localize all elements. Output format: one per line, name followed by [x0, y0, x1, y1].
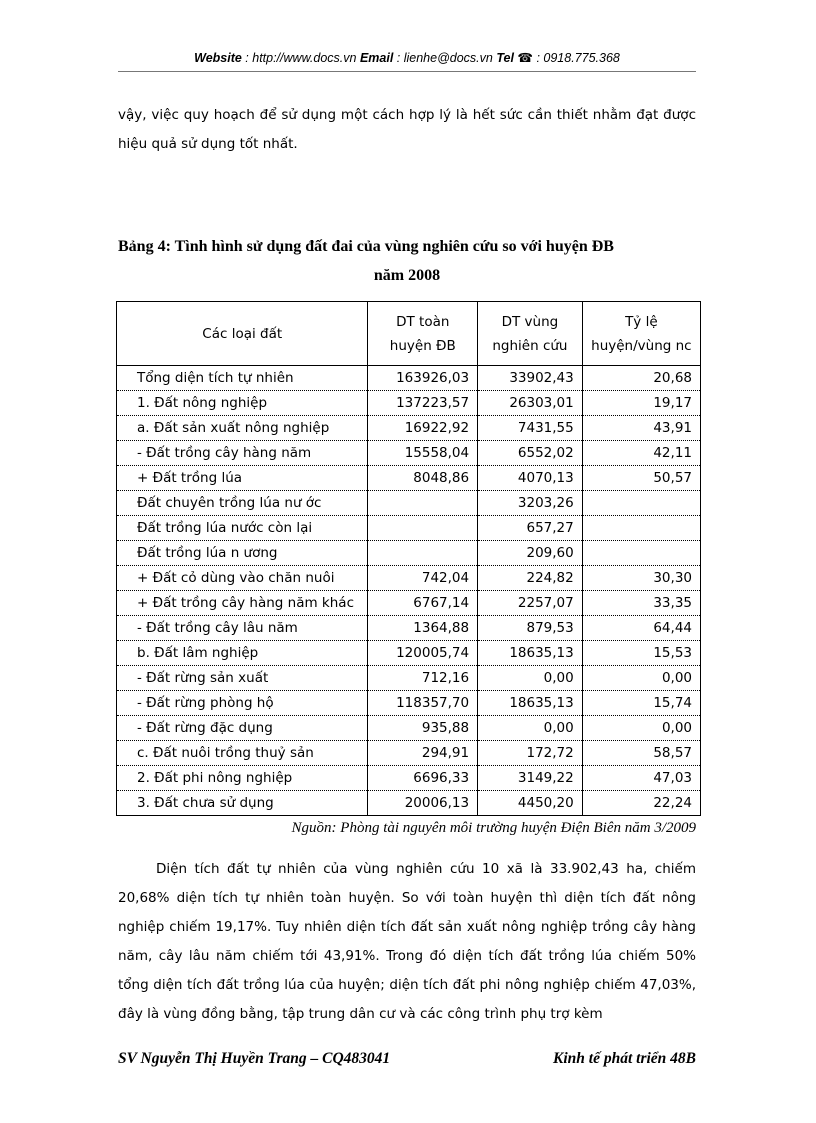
land-type-cell: Tổng diện tích tự nhiên — [117, 366, 368, 391]
district-area-cell: 15558,04 — [368, 441, 478, 466]
district-area-cell: 712,16 — [368, 666, 478, 691]
study-area-cell: 33902,43 — [478, 366, 583, 391]
page-footer — [118, 1050, 696, 1068]
land-type-cell: - Đất trồng cây hàng năm — [117, 441, 368, 466]
district-area-cell: 163926,03 — [368, 366, 478, 391]
table-row — [117, 566, 701, 591]
study-area-cell: 172,72 — [478, 741, 583, 766]
district-area-cell — [368, 541, 478, 566]
land-type-cell: - Đất rừng đặc dụng — [117, 716, 368, 741]
header-study-area-line2: nghiên cứu — [492, 337, 568, 354]
table-row — [117, 691, 701, 716]
header-land-type — [117, 302, 368, 366]
table-row — [117, 666, 701, 691]
ratio-cell: 15,74 — [582, 691, 700, 716]
district-area-cell: 6767,14 — [368, 591, 478, 616]
study-area-cell: 3203,26 — [478, 491, 583, 516]
table-row — [117, 366, 701, 391]
land-type-cell: 3. Đất chưa sử dụng — [117, 791, 368, 816]
study-area-cell: 4070,13 — [478, 466, 583, 491]
footer-course: Kinh tế phát triển 48B — [553, 1050, 696, 1067]
ratio-cell: 58,57 — [582, 741, 700, 766]
footer-author: SV Nguyễn Thị Huyền Trang – CQ483041 — [118, 1050, 391, 1067]
table-row — [117, 716, 701, 741]
ratio-cell — [582, 491, 700, 516]
land-type-cell: - Đất rừng phòng hộ — [117, 691, 368, 716]
study-area-cell: 4450,20 — [478, 791, 583, 816]
district-area-cell: 6696,33 — [368, 766, 478, 791]
header-study-area — [478, 302, 583, 366]
table-row — [117, 466, 701, 491]
header-ratio — [582, 302, 700, 366]
land-type-cell: b. Đất lâm nghiệp — [117, 641, 368, 666]
land-type-cell: - Đất trồng cây lâu năm — [117, 616, 368, 641]
study-area-cell: 6552,02 — [478, 441, 583, 466]
header-district-area-line2: huyện ĐB — [389, 337, 456, 354]
ratio-cell: 33,35 — [582, 591, 700, 616]
study-area-cell: 0,00 — [478, 716, 583, 741]
header-land-type-label: Các loại đất — [202, 325, 283, 342]
district-area-cell: 118357,70 — [368, 691, 478, 716]
ratio-cell: 15,53 — [582, 641, 700, 666]
table-caption-line1: Bảng 4: Tình hình sử dụng đất đai của vùng nghiên cứu so với huyện ĐB — [118, 238, 614, 255]
header-district-area — [368, 302, 478, 366]
land-type-cell: 2. Đất phi nông nghiệp — [117, 766, 368, 791]
header-website-value[interactable]: : http://www.docs.vn — [241, 51, 360, 65]
table-header-row — [117, 302, 701, 366]
study-area-cell: 224,82 — [478, 566, 583, 591]
study-area-cell: 18635,13 — [478, 691, 583, 716]
study-area-cell: 209,60 — [478, 541, 583, 566]
district-area-cell: 20006,13 — [368, 791, 478, 816]
land-type-cell: Đất trồng lúa nước còn lại — [117, 516, 368, 541]
district-area-cell — [368, 516, 478, 541]
body-paragraph: Diện tích đất tự nhiên của vùng nghiên cứu 10 xã là 33.902,43 ha, chiếm 20,68% diện tích tự nhiên toàn huyện. So với toàn huyện thì diện tích đất nông nghiệp chiếm 19,17%. Tuy nhiên diện tích đất sản xuất nông nghiệp trồng cây hàng năm, cây lâu năm chiếm tới 43,91%. Trong đó diện tích đất trồng lúa chiếm 50% tổng diện tích đất trồng lúa của huyện; diện tích đất phi nông nghiệp chiếm 47,03%, đây là vùng đồng bằng, tập trung dân cư và các công trình phụ trợ kèm — [118, 861, 696, 1022]
land-use-table — [116, 301, 701, 816]
header-study-area-line1: DT vùng — [501, 313, 559, 330]
table-row — [117, 491, 701, 516]
ratio-cell: 20,68 — [582, 366, 700, 391]
ratio-cell: 0,00 — [582, 716, 700, 741]
header-tel-label: Tel ☎ — [496, 51, 533, 65]
header-email-value[interactable]: : lienhe@docs.vn — [393, 51, 497, 65]
table-row — [117, 766, 701, 791]
ratio-cell — [582, 541, 700, 566]
table-row — [117, 791, 701, 816]
study-area-cell: 26303,01 — [478, 391, 583, 416]
intro-paragraph: vậy, việc quy hoạch để sử dụng một cách hợp lý là hết sức cần thiết nhằm đạt được hiệu quả sử dụng tốt nhất. — [118, 107, 696, 152]
table-row — [117, 541, 701, 566]
study-area-cell: 879,53 — [478, 616, 583, 641]
study-area-cell: 7431,55 — [478, 416, 583, 441]
district-area-cell: 8048,86 — [368, 466, 478, 491]
land-type-cell: Đất chuyên trồng lúa nư ớc — [117, 491, 368, 516]
ratio-cell: 0,00 — [582, 666, 700, 691]
ratio-cell: 42,11 — [582, 441, 700, 466]
page-header — [118, 50, 696, 65]
district-area-cell: 120005,74 — [368, 641, 478, 666]
study-area-cell: 0,00 — [478, 666, 583, 691]
land-type-cell: a. Đất sản xuất nông nghiệp — [117, 416, 368, 441]
table-row — [117, 741, 701, 766]
header-email-label: Email — [359, 51, 394, 65]
ratio-cell — [582, 516, 700, 541]
table-row — [117, 616, 701, 641]
study-area-cell: 18635,13 — [478, 641, 583, 666]
ratio-cell: 43,91 — [582, 416, 700, 441]
header-ratio-line1: Tỷ lệ — [625, 313, 658, 330]
ratio-cell: 19,17 — [582, 391, 700, 416]
study-area-cell: 657,27 — [478, 516, 583, 541]
land-type-cell: c. Đất nuôi trồng thuỷ sản — [117, 741, 368, 766]
table-row — [117, 441, 701, 466]
header-district-area-line1: DT toàn — [396, 313, 450, 330]
land-type-cell: Đất trồng lúa n ương — [117, 541, 368, 566]
study-area-cell: 2257,07 — [478, 591, 583, 616]
table-source-note: Nguồn: Phòng tài nguyên môi trường huyện Điện Biên năm 3/2009 — [291, 820, 696, 836]
table-row — [117, 641, 701, 666]
header-website-label: Website — [194, 51, 242, 65]
table-caption — [118, 232, 696, 290]
table-row — [117, 391, 701, 416]
district-area-cell: 742,04 — [368, 566, 478, 591]
table-row — [117, 591, 701, 616]
table-row — [117, 516, 701, 541]
land-type-cell: - Đất rừng sản xuất — [117, 666, 368, 691]
district-area-cell: 1364,88 — [368, 616, 478, 641]
district-area-cell: 16922,92 — [368, 416, 478, 441]
ratio-cell: 64,44 — [582, 616, 700, 641]
ratio-cell: 30,30 — [582, 566, 700, 591]
district-area-cell: 137223,57 — [368, 391, 478, 416]
ratio-cell: 22,24 — [582, 791, 700, 816]
ratio-cell: 47,03 — [582, 766, 700, 791]
header-divider — [118, 71, 696, 72]
district-area-cell: 294,91 — [368, 741, 478, 766]
land-type-cell: 1. Đất nông nghiệp — [117, 391, 368, 416]
land-type-cell: + Đất trồng cây hàng năm khác — [117, 591, 368, 616]
header-ratio-line2: huyện/vùng nc — [591, 337, 692, 354]
table-caption-line2: năm 2008 — [373, 267, 441, 284]
ratio-cell: 50,57 — [582, 466, 700, 491]
district-area-cell — [368, 491, 478, 516]
header-tel-value: : 0918.775.368 — [532, 51, 620, 65]
land-type-cell: + Đất trồng lúa — [117, 466, 368, 491]
study-area-cell: 3149,22 — [478, 766, 583, 791]
district-area-cell: 935,88 — [368, 716, 478, 741]
table-row — [117, 416, 701, 441]
land-type-cell: + Đất cỏ dùng vào chăn nuôi — [117, 566, 368, 591]
